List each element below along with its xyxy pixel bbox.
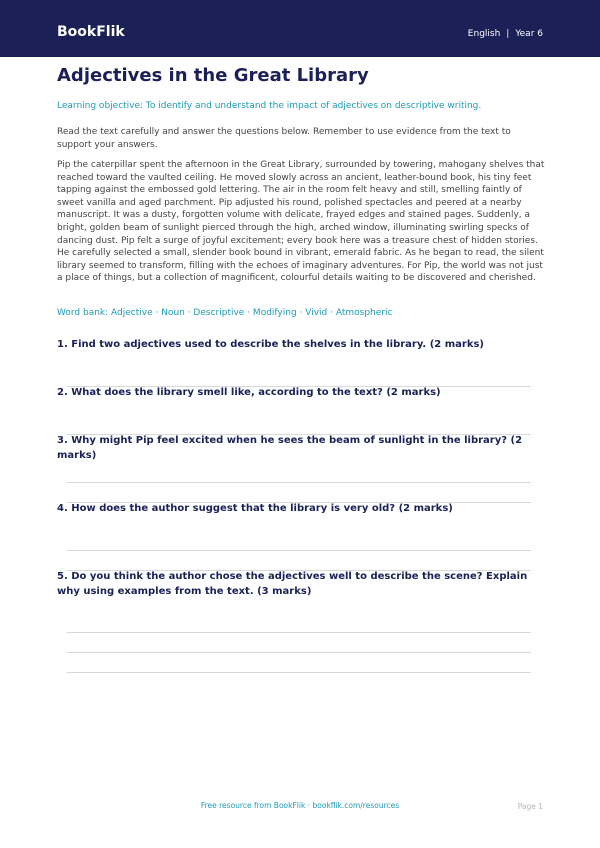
answer-line[interactable] xyxy=(67,672,531,673)
answer-line[interactable] xyxy=(67,652,531,653)
question-5: 5. Do you think the author chose the adjectives well to describe the scene? Explain why using examples from the text. (3 marks) xyxy=(57,571,528,597)
word-bank: Word bank: Adjective · Noun · Descriptive · Modifying · Vivid · Atmospheric xyxy=(57,308,393,318)
question-2: 2. What does the library smell like, according to the text? (2 marks) xyxy=(57,387,441,398)
learning-objective: Learning objective: To identify and understand the impact of adjectives on descriptive writing. xyxy=(57,101,482,111)
instructions: Read the text carefully and answer the questions below. Remember to use evidence from the text to support your answers. xyxy=(57,127,511,150)
page-header xyxy=(0,0,600,57)
subject-year-label xyxy=(468,28,543,40)
page-title: Adjectives in the Great Library xyxy=(57,65,369,86)
crumb-separator: | xyxy=(506,29,510,39)
question-3: 3. Why might Pip feel excited when he sees the beam of sunlight in the library? (2 marks) xyxy=(57,435,523,461)
year-label: Year 6 xyxy=(515,29,543,39)
question-1: 1. Find two adjectives used to describe the shelves in the library. (2 marks) xyxy=(57,339,484,350)
reading-passage: Pip the caterpillar spent the afternoon in the Great Library, surrounded by towering, mahogany shelves that reached toward the vaulted ceiling. He moved slowly across an ancient, leather-bound book, his tiny feet tapping against the embossed gold lettering. The air in the room felt heavy and still, smelling faintly of sweet vanilla and aged parchment. Pip adjusted his round, polished spectacles and peered at a nearby manuscript. It was a dusty, forgotten volume with delicate, frayed edges and stained pages. Suddenly, a bright, golden beam of sunlight pierced through the high, arched window, illuminating swirling specks of dancing dust. Pip felt a surge of joyful excitement; every book here was a treasure chest of hidden stories. He carefully selected a small, slender book bound in vibrant, emerald fabric. As he began to read, the silent library seemed to transform, filling with the echoes of imaginary adventures. For Pip, the world was not just a place of things, but a collection of magnificent, colourful details waiting to be discovered and cherished. xyxy=(57,160,545,284)
brand-logo[interactable]: BookFlik xyxy=(57,24,125,40)
subject-label: English xyxy=(467,29,501,39)
question-4: 4. How does the author suggest that the library is very old? (2 marks) xyxy=(57,503,453,514)
footer-link[interactable]: Free resource from BookFlik · bookflik.com/resources xyxy=(200,801,400,810)
answer-line[interactable] xyxy=(67,632,531,633)
answer-line[interactable] xyxy=(67,482,531,483)
page-number: Page 1 xyxy=(517,802,543,811)
answer-line[interactable] xyxy=(67,550,531,551)
